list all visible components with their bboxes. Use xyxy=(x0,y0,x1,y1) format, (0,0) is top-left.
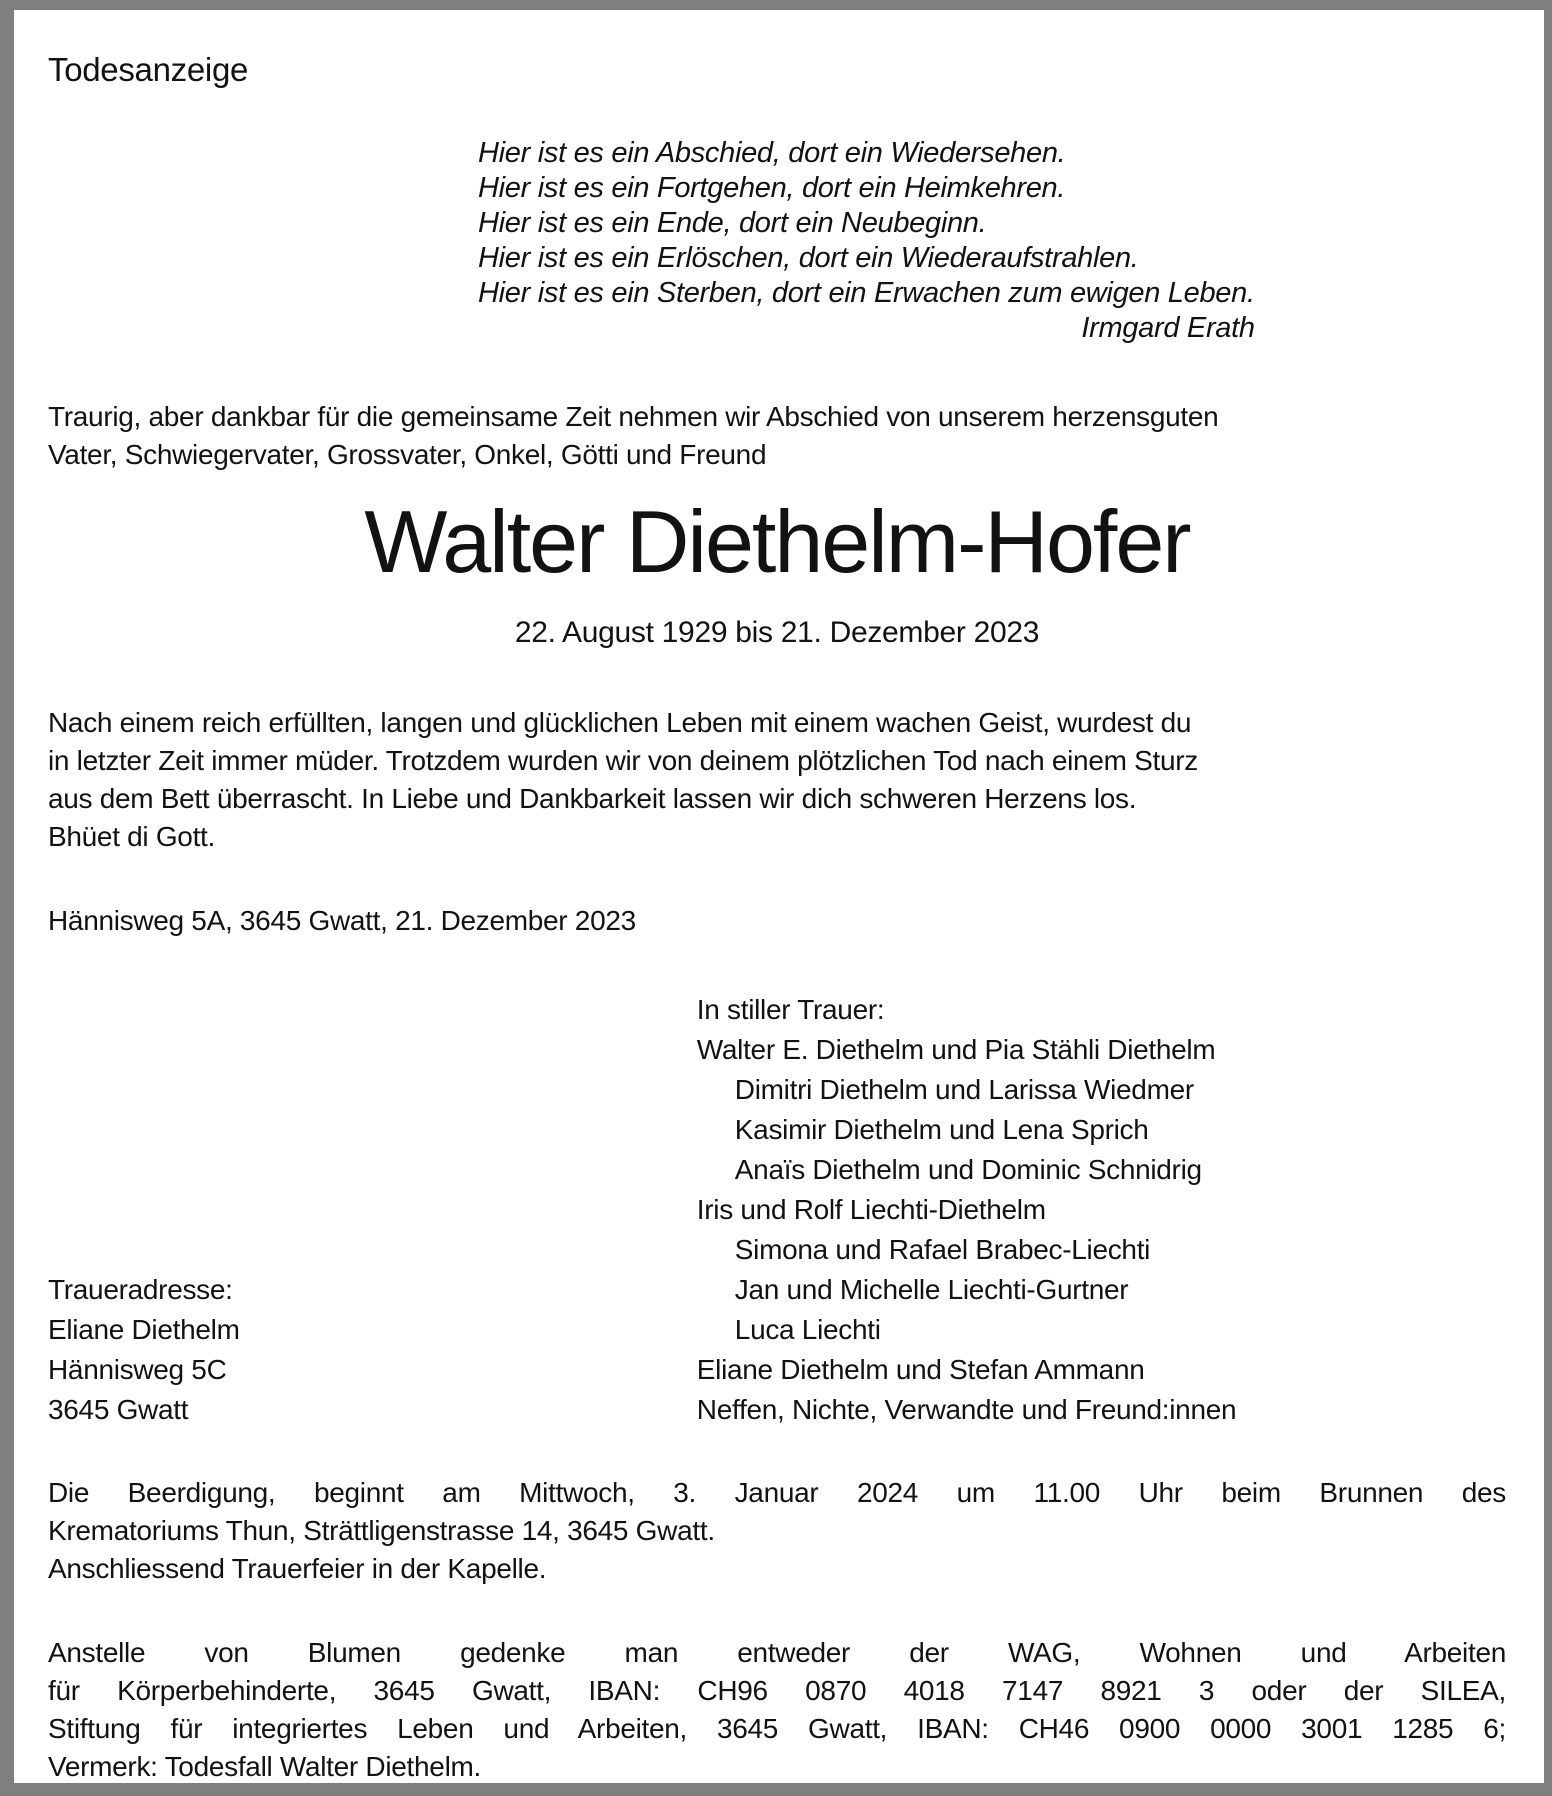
donations-line: Stiftung für integriertes Leben und Arbeiten, 3645 Gwatt, IBAN: CH46 0900 0000 3001 1285 6; xyxy=(48,1713,1506,1744)
mourner-entry: Simona und Rafael Brabec-Liechti xyxy=(734,1234,1151,1265)
mourners-block xyxy=(697,990,1506,1430)
poem-line: Hier ist es ein Ende, dort ein Neubeginn. xyxy=(478,207,987,239)
poem-line: Hier ist es ein Abschied, dort ein Wiedersehen. xyxy=(478,137,1066,169)
obituary-paragraph xyxy=(48,704,1506,856)
mourner-entry: Kasimir Diethelm und Lena Sprich xyxy=(734,1114,1149,1145)
obituary-line: Nach einem reich erfüllten, langen und glücklichen Leben mit einem wachen Geist, wurdest du xyxy=(48,707,1192,738)
address-and-mourners-columns xyxy=(48,990,1506,1430)
donations-line: für Körperbehinderte, 3645 Gwatt, IBAN: CH96 0870 4018 7147 8921 3 oder der SILEA, xyxy=(48,1675,1506,1706)
poem-block xyxy=(478,136,1255,346)
life-dates: 22. August 1929 bis 21. Dezember 2023 xyxy=(514,616,1040,649)
mourner-entry: Walter E. Diethelm und Pia Stähli Diethelm xyxy=(696,1034,1216,1065)
mourner-entry: Jan und Michelle Liechti-Gurtner xyxy=(734,1274,1129,1305)
donations-paragraph xyxy=(48,1634,1506,1786)
mourning-address-line: Hännisweg 5C xyxy=(48,1354,227,1385)
donations-line: Anstelle von Blumen gedenke man entweder der WAG, Wohnen und Arbeiten xyxy=(48,1637,1506,1668)
mourning-address-block xyxy=(48,1270,697,1430)
mourner-entry: Luca Liechti xyxy=(734,1314,881,1345)
mourning-address-line: 3645 Gwatt xyxy=(48,1394,189,1425)
deceased-name: Walter Diethelm-Hofer xyxy=(364,492,1190,591)
mourning-address-title: Traueradresse: xyxy=(48,1274,233,1305)
obituary-line: Bhüet di Gott. xyxy=(48,821,216,852)
funeral-line: Anschliessend Trauerfeier in der Kapelle. xyxy=(48,1553,547,1584)
mourning-address-line: Eliane Diethelm xyxy=(48,1314,240,1345)
poem-line: Hier ist es ein Erlöschen, dort ein Wiederaufstrahlen. xyxy=(478,242,1139,274)
mourners-title: In stiller Trauer: xyxy=(696,994,885,1025)
place-date-line: Hännisweg 5A, 3645 Gwatt, 21. Dezember 2023 xyxy=(48,905,636,936)
obituary-line: in letzter Zeit immer müder. Trotzdem wurden wir von deinem plötzlichen Tod nach einem Sturz xyxy=(48,745,1198,776)
intro-paragraph xyxy=(48,398,1506,474)
poem-line: Hier ist es ein Fortgehen, dort ein Heimkehren. xyxy=(478,172,1066,204)
funeral-line: Die Beerdigung, beginnt am Mittwoch, 3. Januar 2024 um 11.00 Uhr beim Brunnen des xyxy=(48,1477,1506,1508)
mourner-entry: Iris und Rolf Liechti-Diethelm xyxy=(696,1194,1046,1225)
poem-author: Irmgard Erath xyxy=(1081,312,1255,344)
mourner-entry: Neffen, Nichte, Verwandte und Freund:innen xyxy=(696,1394,1237,1425)
intro-line: Vater, Schwiegervater, Grossvater, Onkel, Götti und Freund xyxy=(48,439,767,470)
obituary-page xyxy=(14,10,1544,1783)
intro-line: Traurig, aber dankbar für die gemeinsame Zeit nehmen wir Abschied von unserem herzensguten xyxy=(48,401,1219,432)
funeral-paragraph xyxy=(48,1474,1506,1588)
mourner-entry: Eliane Diethelm und Stefan Ammann xyxy=(696,1354,1145,1385)
mourner-entry: Anaïs Diethelm und Dominic Schnidrig xyxy=(734,1154,1202,1185)
funeral-line: Krematoriums Thun, Strättligenstrasse 14, 3645 Gwatt. xyxy=(48,1515,715,1546)
donations-line: Vermerk: Todesfall Walter Diethelm. xyxy=(48,1751,481,1782)
poem-line: Hier ist es ein Sterben, dort ein Erwachen zum ewigen Leben. xyxy=(478,277,1255,309)
obituary-line: aus dem Bett überrascht. In Liebe und Dankbarkeit lassen wir dich schweren Herzens los. xyxy=(48,783,1137,814)
document-type-label: Todesanzeige xyxy=(48,51,249,88)
mourner-entry: Dimitri Diethelm und Larissa Wiedmer xyxy=(734,1074,1194,1105)
